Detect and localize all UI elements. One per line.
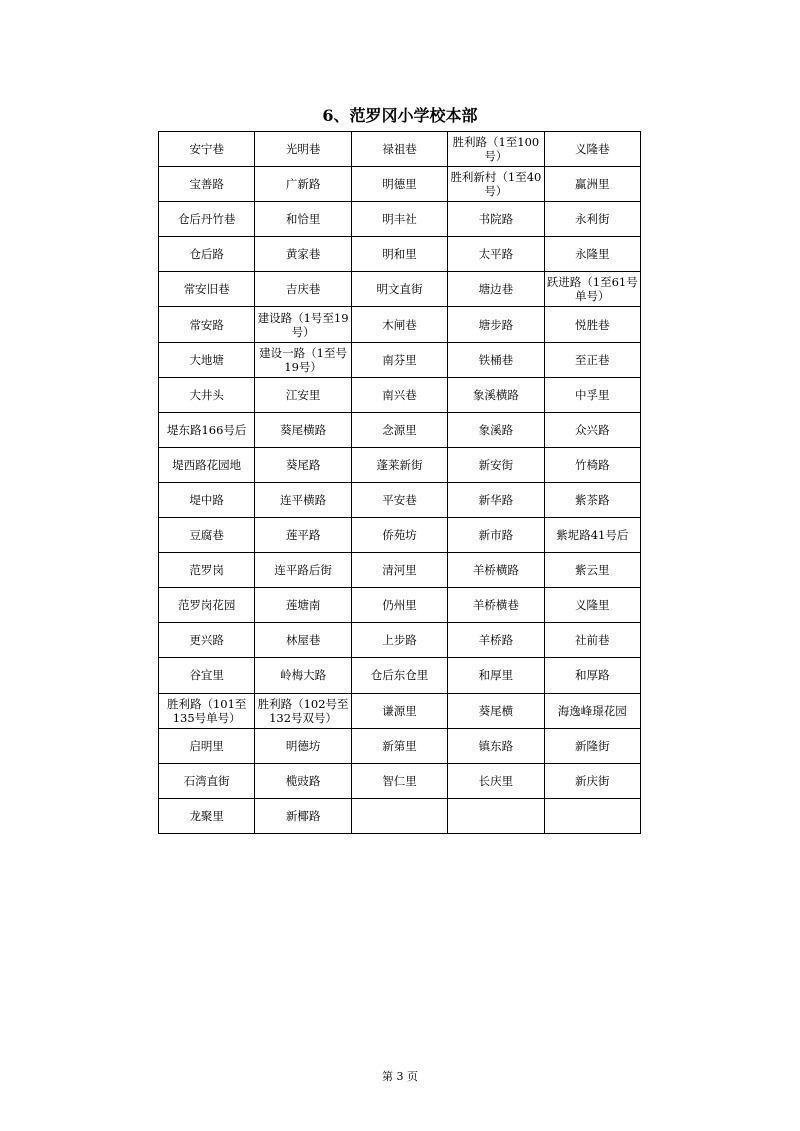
table-cell: 仍州里	[351, 588, 447, 623]
table-row	[159, 798, 641, 833]
table-row	[159, 202, 641, 237]
table-cell: 紫坭路41号后	[544, 518, 640, 553]
table-cell: 义隆里	[544, 588, 640, 623]
table-cell: 豆腐巷	[159, 518, 255, 553]
table-row	[159, 377, 641, 412]
table-cell: 谦源里	[351, 693, 447, 728]
table-cell: 建设一路（1至号19号）	[255, 342, 351, 377]
table-cell: 南兴巷	[351, 377, 447, 412]
table-cell: 安宁巷	[159, 132, 255, 167]
table-cell: 明丰社	[351, 202, 447, 237]
table-row	[159, 237, 641, 272]
table-row	[159, 588, 641, 623]
table-cell: 明和里	[351, 237, 447, 272]
table-cell: 常安旧巷	[159, 272, 255, 307]
table-row	[159, 623, 641, 658]
table-cell: 建设路（1号至19号）	[255, 307, 351, 342]
table-cell: 上步路	[351, 623, 447, 658]
table-cell	[544, 798, 640, 833]
table-cell: 莲平路	[255, 518, 351, 553]
table-cell: 新华路	[448, 482, 544, 517]
table-cell	[351, 798, 447, 833]
table-cell: 至正巷	[544, 342, 640, 377]
table-cell: 竹椅路	[544, 447, 640, 482]
table-cell: 大地塘	[159, 342, 255, 377]
table-cell: 新椰路	[255, 798, 351, 833]
table-cell: 吉庆巷	[255, 272, 351, 307]
table-row	[159, 518, 641, 553]
table-cell: 书院路	[448, 202, 544, 237]
table-cell: 连平横路	[255, 482, 351, 517]
table-cell: 榄豉路	[255, 763, 351, 798]
table-cell: 羊桥路	[448, 623, 544, 658]
table-row	[159, 658, 641, 693]
table-cell: 紫云里	[544, 553, 640, 588]
table-cell: 和厚路	[544, 658, 640, 693]
table-cell: 仓后东仓里	[351, 658, 447, 693]
table-cell: 社前巷	[544, 623, 640, 658]
table-row	[159, 482, 641, 517]
table-cell: 胜利路（101至135号单号）	[159, 693, 255, 728]
table-cell: 葵尾横路	[255, 412, 351, 447]
table-row	[159, 553, 641, 588]
table-cell: 侨苑坊	[351, 518, 447, 553]
table-cell: 堤东路166号后	[159, 412, 255, 447]
table-cell: 长庆里	[448, 763, 544, 798]
table-cell: 石湾直街	[159, 763, 255, 798]
table-cell: 光明巷	[255, 132, 351, 167]
table-cell: 平安巷	[351, 482, 447, 517]
table-cell: 启明里	[159, 728, 255, 763]
table-cell: 义隆巷	[544, 132, 640, 167]
table-cell: 铁桶巷	[448, 342, 544, 377]
table-cell: 象溪路	[448, 412, 544, 447]
table-cell: 塘步路	[448, 307, 544, 342]
table-cell: 禄祖巷	[351, 132, 447, 167]
table-cell: 谷宜里	[159, 658, 255, 693]
table-cell: 象溪横路	[448, 377, 544, 412]
table-cell: 林屋巷	[255, 623, 351, 658]
table-cell: 塘边巷	[448, 272, 544, 307]
table-cell: 海逸峰璟花园	[544, 693, 640, 728]
table-cell: 南芬里	[351, 342, 447, 377]
table-cell: 更兴路	[159, 623, 255, 658]
table-cell: 新隆街	[544, 728, 640, 763]
table-cell: 和恰里	[255, 202, 351, 237]
table-cell: 赢洲里	[544, 167, 640, 202]
table-cell: 连平路后街	[255, 553, 351, 588]
table-row	[159, 763, 641, 798]
table-cell: 木闸巷	[351, 307, 447, 342]
table-cell: 明文直街	[351, 272, 447, 307]
table-cell: 龙聚里	[159, 798, 255, 833]
table-cell: 宝善路	[159, 167, 255, 202]
table-cell: 中孚里	[544, 377, 640, 412]
table-row	[159, 132, 641, 167]
table-cell: 悦胜巷	[544, 307, 640, 342]
table-cell: 众兴路	[544, 412, 640, 447]
table-row	[159, 167, 641, 202]
table-row	[159, 728, 641, 763]
table-cell: 跃进路（1至61号单号）	[544, 272, 640, 307]
table-cell: 胜利路（102号至132号双号）	[255, 693, 351, 728]
table-cell: 广新路	[255, 167, 351, 202]
table-cell: 镇东路	[448, 728, 544, 763]
table-cell: 明德坊	[255, 728, 351, 763]
table-cell: 新安街	[448, 447, 544, 482]
page-title: 6、范罗冈小学校本部	[322, 106, 478, 125]
table-row	[159, 307, 641, 342]
table-cell: 江安里	[255, 377, 351, 412]
table-cell: 永隆里	[544, 237, 640, 272]
table-cell: 蓬莱新街	[351, 447, 447, 482]
table-cell: 明德里	[351, 167, 447, 202]
table-row	[159, 447, 641, 482]
table-cell: 葵尾路	[255, 447, 351, 482]
table-cell: 新市路	[448, 518, 544, 553]
table-cell: 新庆街	[544, 763, 640, 798]
table-cell: 太平路	[448, 237, 544, 272]
table-cell: 莲塘南	[255, 588, 351, 623]
table-row	[159, 412, 641, 447]
table-cell: 羊桥横巷	[448, 588, 544, 623]
table-cell: 和厚里	[448, 658, 544, 693]
table-cell: 仓后路	[159, 237, 255, 272]
table-cell: 紫茶路	[544, 482, 640, 517]
street-table	[158, 131, 641, 834]
table-cell: 岭梅大路	[255, 658, 351, 693]
table-cell: 范罗岗	[159, 553, 255, 588]
page-number: 第 3 页	[382, 1070, 418, 1083]
table-row	[159, 342, 641, 377]
table-cell	[448, 798, 544, 833]
table-cell: 范罗岗花园	[159, 588, 255, 623]
table-cell: 仓后丹竹巷	[159, 202, 255, 237]
table-row	[159, 272, 641, 307]
table-cell: 黄家巷	[255, 237, 351, 272]
table-cell: 堤中路	[159, 482, 255, 517]
table-cell: 葵尾横	[448, 693, 544, 728]
table-cell: 新第里	[351, 728, 447, 763]
table-cell: 智仁里	[351, 763, 447, 798]
table-cell: 永利街	[544, 202, 640, 237]
table-cell: 常安路	[159, 307, 255, 342]
table-cell: 念源里	[351, 412, 447, 447]
table-cell: 胜利路（1至100号）	[448, 132, 544, 167]
table-row	[159, 693, 641, 728]
table-cell: 堤西路花园地	[159, 447, 255, 482]
table-cell: 羊桥横路	[448, 553, 544, 588]
table-cell: 胜利新村（1至40号）	[448, 167, 544, 202]
table-cell: 大井头	[159, 377, 255, 412]
table-cell: 清河里	[351, 553, 447, 588]
